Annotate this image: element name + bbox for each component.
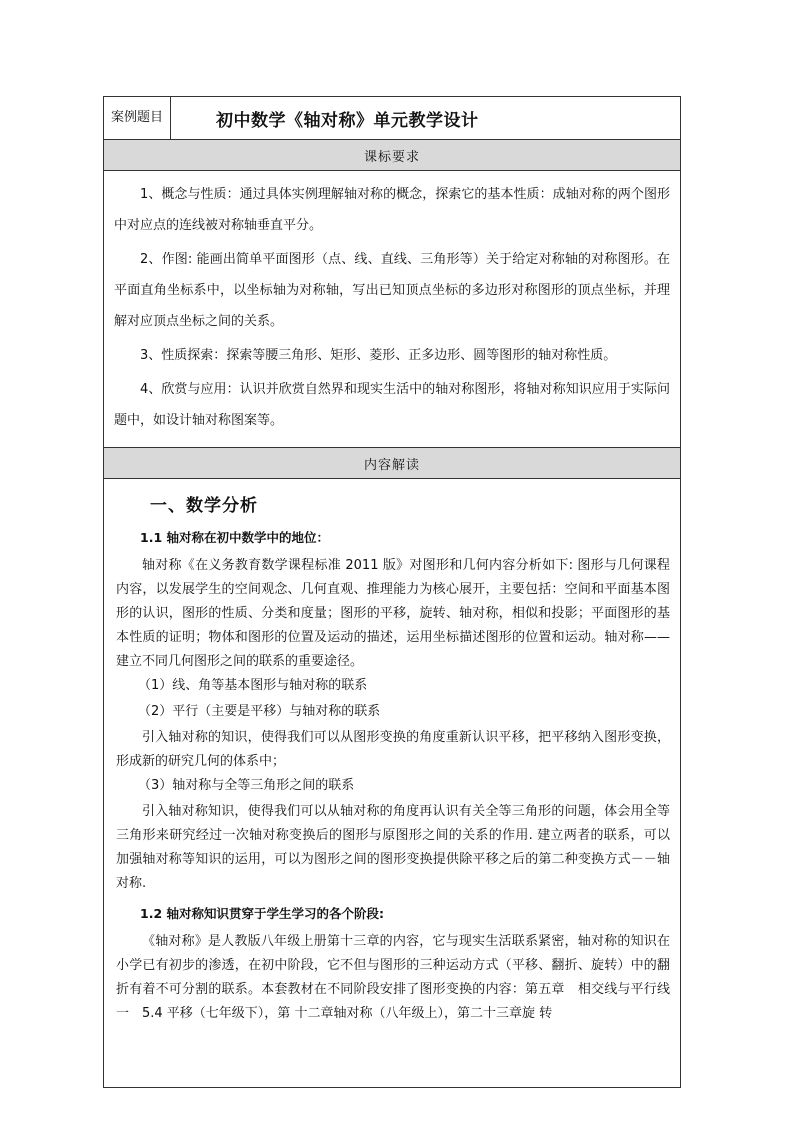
content-row	[104, 479, 681, 1088]
requirement-item: 3、性质探索：探索等腰三角形、矩形、菱形、正多边形、圆等图形的轴对称性质。	[140, 348, 617, 363]
interpretation-header-row	[104, 448, 681, 479]
requirement-item: 2、作图: 能画出简单平面图形（点、线、直线、三角形等）关于给定对称轴的对称图形。在平面直角坐标系中，以坐标轴为对称轴，写出已知顶点坐标的多边形对称图形的顶点坐标，并理解对应顶点坐标之间的关系。	[114, 252, 670, 329]
paragraph: 轴对称《在义务教育数学课程标准 2011 版》对图形和几何内容分析如下: 图形与几何课程内容，以发展学生的空间观念、几何直观、推理能力为核心展开，主要包括：空间和平面基本图形的认识，图形的性质、分类和度量；图形的平移，旋转、轴对称，相似和投影；平面图形的基本性质的证明；物体和图形的位置及运动的描述，运用坐标描述图形的位置和运动。轴对称——建立不同几何图形之间的联系的重要途径。	[116, 558, 670, 669]
list-item: （2）平行（主要是平移）与轴对称的联系	[138, 704, 381, 719]
lesson-design-table	[103, 96, 681, 1088]
content-interpretation-heading: 内容解读	[104, 448, 681, 479]
title-row	[104, 97, 681, 140]
paragraph: 引入轴对称知识，使得我们可以从轴对称的角度再认识有关全等三角形的问题，体会用全等三角形来研究经过一次轴对称变换后的图形与原图形之间的关系的作用. 建立两者的联系，可以加强轴对称等知识的运用，可以为图形之间的图形变换提供除平移之后的第二种变换方式－－轴对称.	[116, 804, 670, 891]
curriculum-requirements-heading: 课标要求	[104, 140, 681, 171]
content-cell	[104, 479, 681, 1088]
section-1-2-heading: 1.2 轴对称知识贯穿于学生学习的各个阶段:	[140, 906, 384, 921]
requirement-item: 4、欣赏与应用：认识并欣赏自然界和现实生活中的轴对称图形，将轴对称知识应用于实际问题中，如设计轴对称图案等。	[114, 382, 670, 428]
requirement-item: 1、概念与性质：通过具体实例理解轴对称的概念，探索它的基本性质：成轴对称的两个图形中对应点的连线被对称轴垂直平分。	[114, 187, 670, 233]
requirements-header-row	[104, 140, 681, 171]
section-1-1-heading: 1.1 轴对称在初中数学中的地位：	[140, 530, 329, 545]
paragraph: 《轴对称》是人教版八年级上册第十三章的内容，它与现实生活联系紧密，轴对称的知识在小学已有初步的渗透，在初中阶段，它不但与图形的三种运动方式（平移、翻折、旋转）中的翻折有着不可分割的联系。本套教材在不同阶段安排了图形变换的内容：第五章 相交线与平行线一 5.4 平移（七年级下），第 十二章轴对称（八年级上），第二十三章旋 转	[116, 934, 670, 1021]
list-item: （3）轴对称与全等三角形之间的联系	[138, 778, 355, 793]
math-analysis-heading: 一、数学分析	[150, 496, 258, 516]
case-title-label: 案例题目	[104, 97, 171, 140]
requirements-cell	[104, 171, 681, 448]
document-title: 初中数学《轴对称》单元教学设计	[171, 97, 681, 140]
list-item: （1）线、角等基本图形与轴对称的联系	[138, 678, 368, 693]
paragraph: 引入轴对称的知识，使得我们可以从图形变换的角度重新认识平移，把平移纳入图形变换，形成新的研究几何的体系中；	[116, 730, 670, 769]
requirements-row	[104, 171, 681, 448]
